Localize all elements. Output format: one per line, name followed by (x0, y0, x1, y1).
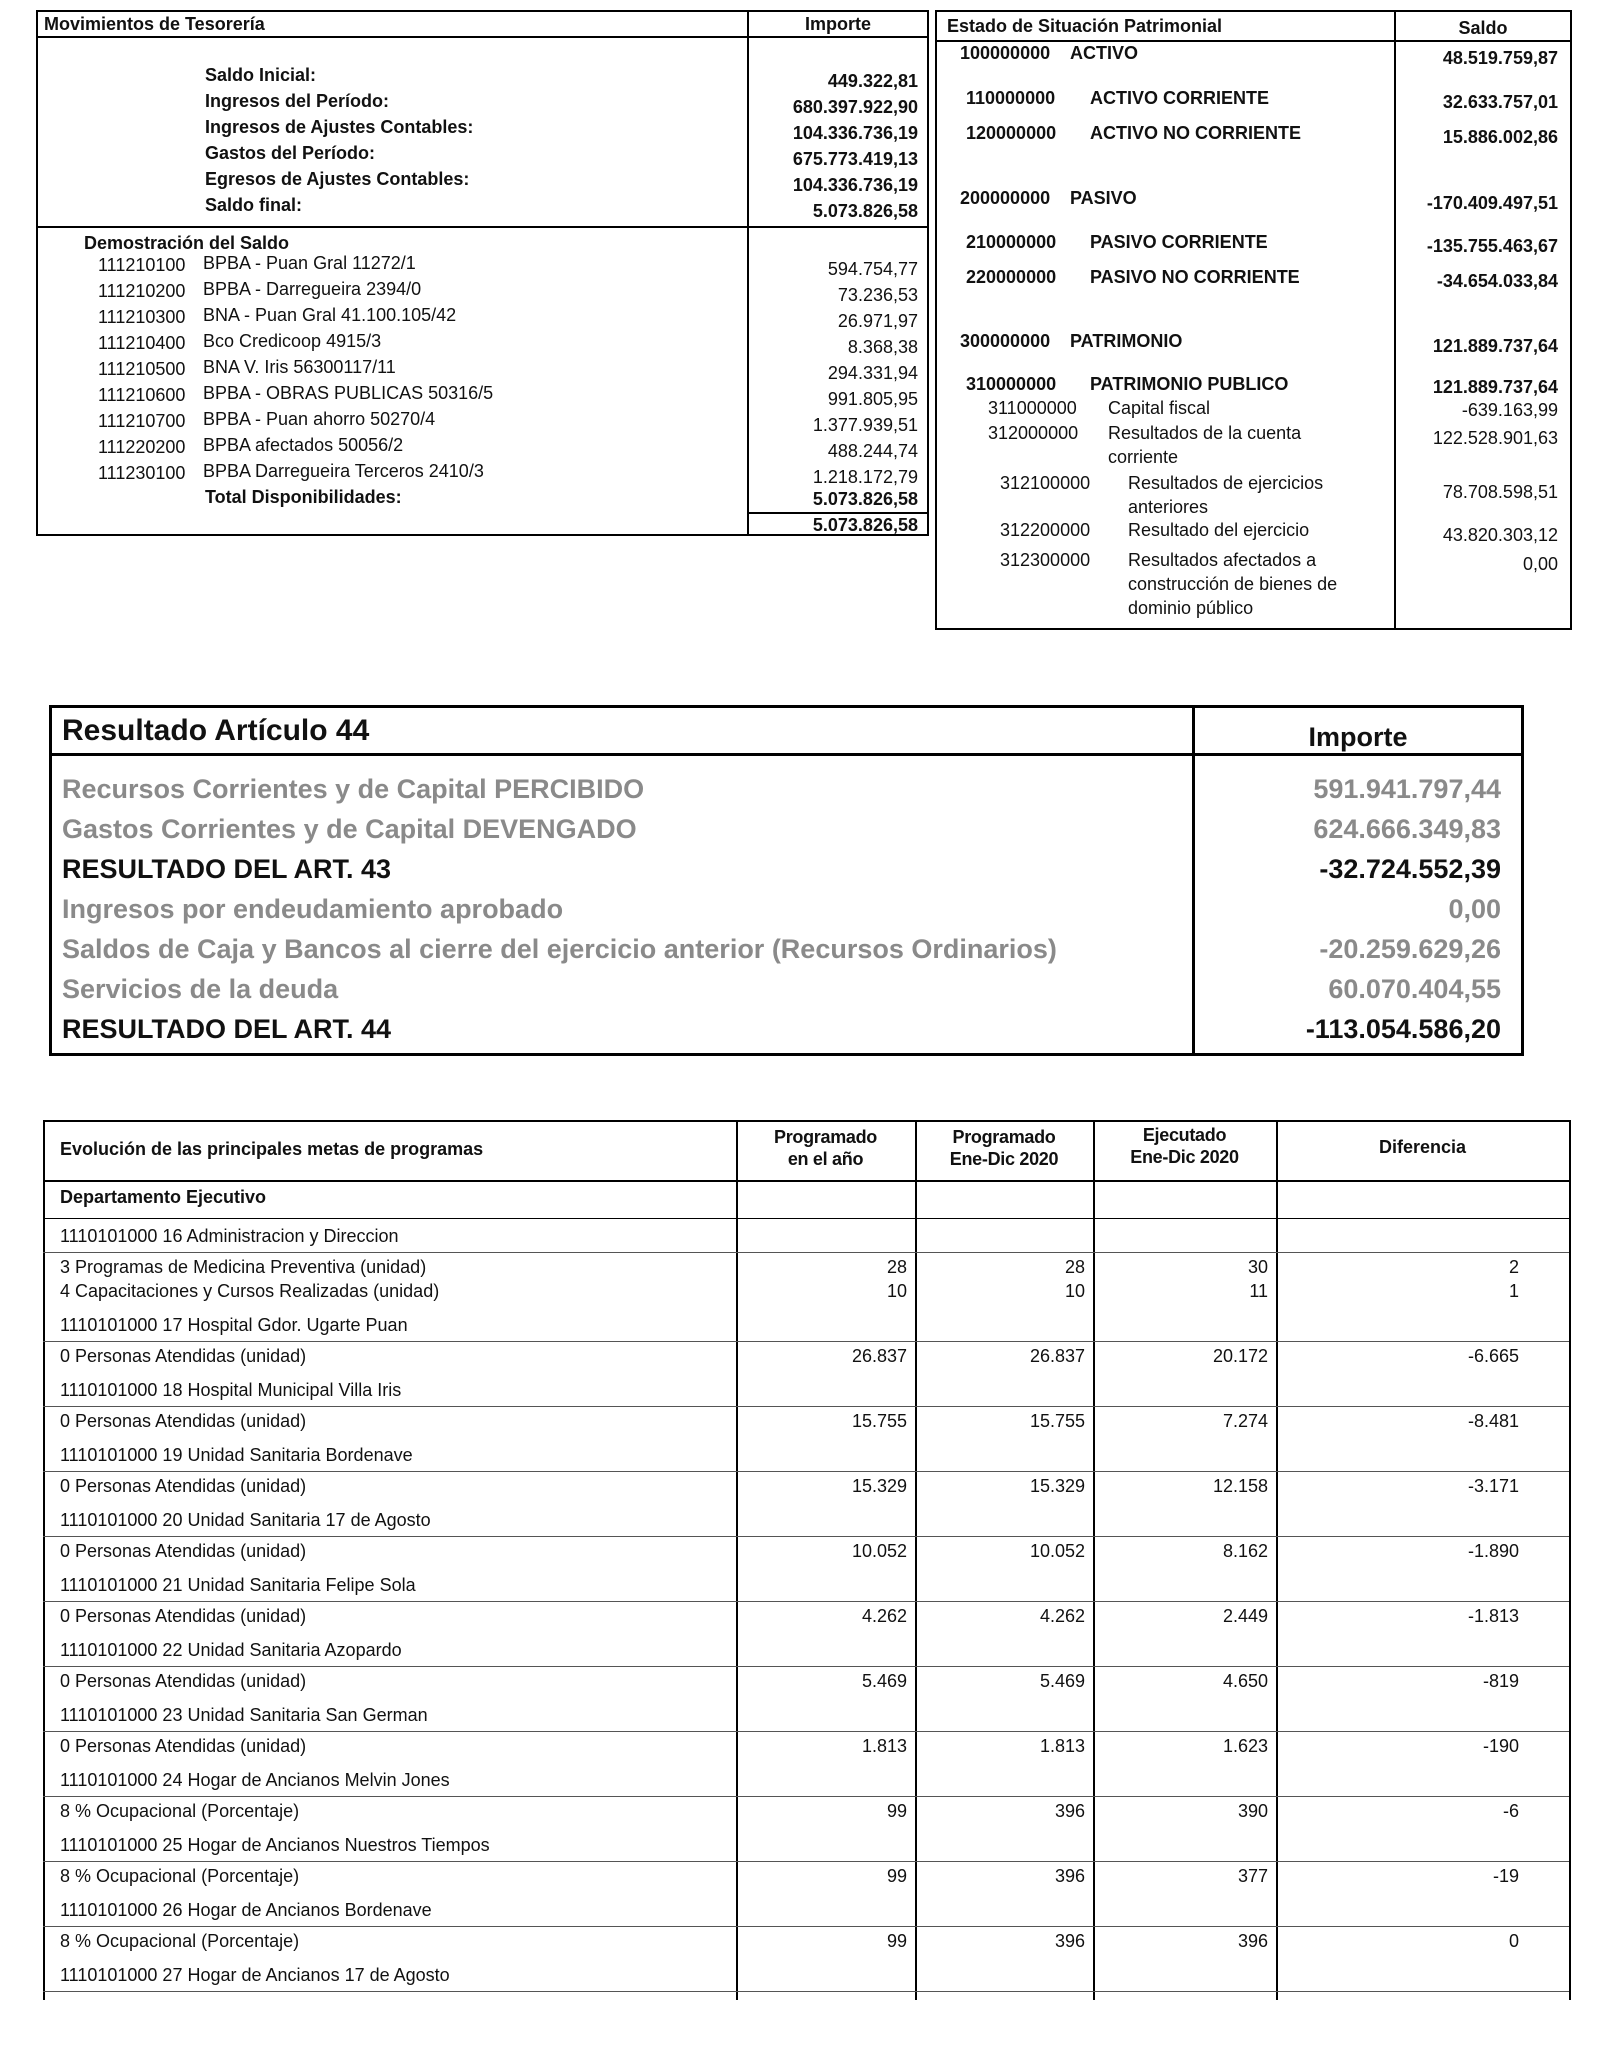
metric-diferencia: 2 (1508, 1257, 1519, 1277)
metric-row: 8 % Ocupacional (Porcentaje) (60, 1866, 300, 1886)
metric-value: 5.469 (861, 1671, 907, 1691)
program-row: 1110101000 18 Hospital Municipal Villa Iris (60, 1380, 402, 1400)
saldo-amount: 104.336.736,19 (792, 175, 918, 195)
metric-value: 15.755 (851, 1411, 907, 1431)
metric-value: 396 (1237, 1931, 1268, 1951)
art44-row-label: Saldos de Caja y Bancos al cierre del ejercicio anterior (Recursos Ordinarios) (62, 934, 1057, 964)
metric-row: 0 Personas Atendidas (unidad) (60, 1606, 307, 1626)
patrimonial-header-amount: Saldo (1458, 18, 1508, 38)
saldo-label: Saldo final: (205, 195, 303, 215)
account-code: 111210400 (98, 333, 186, 353)
account-code: 111230100 (98, 463, 186, 483)
patrimonial-amount: 43.820.303,12 (1442, 525, 1558, 545)
patrimonial-amount: 15.886.002,86 (1442, 127, 1558, 147)
program-row-rule (43, 1991, 1569, 1992)
patrimonial-name: Resultados de la cuenta (1108, 423, 1302, 443)
metas-right-border (1569, 1120, 1571, 2000)
account-amount: 294.331,94 (827, 363, 918, 383)
account-name: BPBA Darregueira Terceros 2410/3 (203, 461, 484, 481)
patrimonial-code: 210000000 (966, 232, 1057, 252)
program-row: 1110101000 26 Hogar de Ancianos Bordenave (60, 1900, 432, 1920)
metric-value: 8.162 (1222, 1541, 1268, 1561)
program-row: 1110101000 16 Administracion y Direccion (60, 1226, 399, 1246)
tesoreria-header-rule (36, 36, 929, 38)
metric-diferencia: -190 (1482, 1736, 1519, 1756)
program-row: 1110101000 17 Hospital Gdor. Ugarte Puan (60, 1315, 408, 1335)
art44-row-amount: 0,00 (1448, 894, 1501, 924)
metric-diferencia: 1 (1508, 1281, 1519, 1301)
art44-title: Resultado Artículo 44 (62, 714, 370, 747)
metric-row: 0 Personas Atendidas (unidad) (60, 1411, 307, 1431)
tesoreria-section-rule (36, 226, 929, 228)
account-name: BPBA afectados 50056/2 (203, 435, 404, 455)
metric-value: 1.813 (1039, 1736, 1085, 1756)
art44-row-label: RESULTADO DEL ART. 43 (62, 854, 392, 884)
metric-diferencia: -3.171 (1467, 1476, 1519, 1496)
program-row-rule (43, 1666, 1569, 1667)
program-row-rule (43, 1536, 1569, 1537)
metric-value: 396 (1054, 1801, 1085, 1821)
patrimonial-name: PASIVO CORRIENTE (1090, 232, 1268, 252)
metric-value: 99 (886, 1801, 907, 1821)
program-row: 1110101000 19 Unidad Sanitaria Bordenave (60, 1445, 413, 1465)
metric-row: 0 Personas Atendidas (unidad) (60, 1736, 307, 1756)
col-header-programado-anio-sub: en el año (787, 1149, 864, 1169)
metric-value: 28 (886, 1257, 907, 1277)
program-row: 1110101000 24 Hogar de Ancianos Melvin Jones (60, 1770, 450, 1790)
account-amount: 26.971,97 (837, 311, 918, 331)
metric-value: 11 (1249, 1281, 1268, 1301)
metric-value: 99 (886, 1931, 907, 1951)
metric-diferencia: 0 (1508, 1931, 1519, 1951)
metas-top-rule (43, 1120, 1569, 1122)
art44-row-amount: -113.054.586,20 (1305, 1014, 1501, 1044)
metric-diferencia: -1.813 (1467, 1606, 1519, 1626)
patrimonial-amount: 122.528.901,63 (1432, 428, 1558, 448)
patrimonial-header-label: Estado de Situación Patrimonial (947, 16, 1223, 36)
col-header-programado-enedic: Programado (952, 1127, 1056, 1147)
metric-value: 26.837 (1029, 1346, 1085, 1366)
art44-row-label: Servicios de la deuda (62, 974, 339, 1004)
patrimonial-amount: 48.519.759,87 (1442, 48, 1558, 68)
program-row-rule (43, 1796, 1569, 1797)
account-amount: 488.244,74 (827, 441, 918, 461)
metric-diferencia: -19 (1492, 1866, 1519, 1886)
account-amount: 8.368,38 (847, 337, 918, 357)
program-row-rule (43, 1252, 1569, 1253)
account-code: 111210500 (98, 359, 186, 379)
col-header-programado-anio: Programado (773, 1127, 878, 1147)
metric-diferencia: -819 (1482, 1671, 1519, 1691)
program-row: 1110101000 23 Unidad Sanitaria San German (60, 1705, 428, 1725)
account-code: 111210700 (98, 411, 186, 431)
patrimonial-name: dominio público (1128, 598, 1254, 618)
metric-value: 15.329 (851, 1476, 907, 1496)
patrimonial-name: construcción de bienes de (1128, 574, 1338, 594)
metric-row: 0 Personas Atendidas (unidad) (60, 1671, 307, 1691)
metric-diferencia: -1.890 (1467, 1541, 1519, 1561)
saldo-label: Gastos del Período: (205, 143, 376, 163)
metric-value: 15.329 (1029, 1476, 1085, 1496)
patrimonial-name: Resultados de ejercicios (1128, 473, 1324, 493)
metric-value: 377 (1237, 1866, 1268, 1886)
program-row: 1110101000 20 Unidad Sanitaria 17 de Agosto (60, 1510, 431, 1530)
saldo-label: Egresos de Ajustes Contables: (205, 169, 470, 189)
metric-row: 4 Capacitaciones y Cursos Realizadas (unidad) (60, 1281, 440, 1301)
art44-row-label: Ingresos por endeudamiento aprobado (62, 894, 564, 924)
account-name: BPBA - Puan ahorro 50270/4 (203, 409, 436, 429)
tesoreria-col-divider (747, 10, 749, 536)
program-row-rule (43, 1926, 1569, 1927)
patrimonial-code: 311000000 (988, 398, 1077, 418)
art44-amount-header: Importe (1308, 722, 1408, 752)
metas-section: Departamento Ejecutivo (60, 1187, 267, 1207)
metric-value: 7.274 (1222, 1411, 1268, 1431)
art44-row-amount: 624.666.349,83 (1313, 814, 1501, 844)
metric-diferencia: -6 (1502, 1801, 1519, 1821)
account-name: BPBA - Puan Gral 11272/1 (203, 253, 416, 273)
patrimonial-code: 200000000 (960, 188, 1051, 208)
metric-value: 390 (1237, 1801, 1268, 1821)
patrimonial-amount: 121.889.737,64 (1432, 377, 1558, 397)
patrimonial-code: 110000000 (966, 88, 1056, 108)
col-header-programado-enedic-sub: Ene-Dic 2020 (949, 1149, 1059, 1169)
metric-row: 8 % Ocupacional (Porcentaje) (60, 1801, 300, 1821)
patrimonial-code: 312300000 (1000, 550, 1091, 570)
patrimonial-code: 120000000 (966, 123, 1057, 143)
metric-row: 0 Personas Atendidas (unidad) (60, 1541, 307, 1561)
art44-row-amount: 60.070.404,55 (1328, 974, 1501, 1004)
metric-value: 10 (886, 1281, 907, 1301)
art44-row-amount: 591.941.797,44 (1313, 774, 1501, 804)
patrimonial-code: 312000000 (988, 423, 1079, 443)
metas-title: Evolución de las principales metas de programas (60, 1139, 484, 1159)
patrimonial-name: PASIVO NO CORRIENTE (1090, 267, 1300, 287)
patrimonial-code: 310000000 (966, 374, 1057, 394)
patrimonial-code: 300000000 (960, 331, 1051, 351)
metric-row: 8 % Ocupacional (Porcentaje) (60, 1931, 300, 1951)
patrimonial-code: 100000000 (960, 43, 1051, 63)
account-name: BNA - Puan Gral 41.100.105/42 (203, 305, 457, 325)
patrimonial-name: Resultado del ejercicio (1128, 520, 1310, 540)
col-header-ejecutado: Ejecutado (1142, 1125, 1227, 1145)
metric-value: 5.469 (1039, 1671, 1085, 1691)
account-amount: 594.754,77 (827, 259, 918, 279)
metric-value: 10.052 (851, 1541, 907, 1561)
account-name: BPBA - Darregueira 2394/0 (203, 279, 422, 299)
art44-row-amount: -32.724.552,39 (1319, 854, 1501, 884)
patrimonial-col-divider (1394, 10, 1396, 630)
account-code: 111210300 (98, 307, 186, 327)
saldo-label: Saldo Inicial: (205, 65, 317, 85)
patrimonial-name: corriente (1108, 447, 1179, 467)
saldo-amount: 5.073.826,58 (812, 201, 918, 221)
patrimonial-name: PATRIMONIO PUBLICO (1090, 374, 1289, 394)
metric-value: 26.837 (851, 1346, 907, 1366)
metric-value: 30 (1247, 1257, 1268, 1277)
saldo-amount: 680.397.922,90 (792, 97, 918, 117)
account-amount: 1.377.939,51 (812, 415, 918, 435)
metric-value: 4.262 (1039, 1606, 1085, 1626)
metric-value: 20.172 (1212, 1346, 1268, 1366)
metric-row: 3 Programas de Medicina Preventiva (unidad) (60, 1257, 427, 1277)
account-code: 111210600 (98, 385, 186, 405)
patrimonial-name: ACTIVO CORRIENTE (1090, 88, 1270, 108)
program-row: 1110101000 27 Hogar de Ancianos 17 de Agosto (60, 1965, 450, 1985)
patrimonial-amount: 78.708.598,51 (1442, 482, 1558, 502)
metric-value: 4.262 (861, 1606, 907, 1626)
metric-diferencia: -6.665 (1467, 1346, 1519, 1366)
col-header-ejecutado-sub: Ene-Dic 2020 (1130, 1147, 1239, 1167)
program-row-rule (43, 1406, 1569, 1407)
account-amount: 73.236,53 (837, 285, 918, 305)
patrimonial-name: Capital fiscal (1108, 398, 1211, 418)
metric-value: 396 (1054, 1931, 1085, 1951)
metas-section-rule (43, 1218, 1569, 1219)
patrimonial-code: 312200000 (1000, 520, 1091, 540)
account-name: BNA V. Iris 56300117/11 (203, 357, 396, 377)
total-amount-2: 5.073.826,58 (812, 515, 918, 535)
metric-value: 10.052 (1029, 1541, 1085, 1561)
metric-value: 4.650 (1222, 1671, 1268, 1691)
art44-row-label: RESULTADO DEL ART. 44 (62, 1014, 392, 1044)
metric-value: 28 (1064, 1257, 1085, 1277)
art44-row-label: Gastos Corrientes y de Capital DEVENGADO (62, 814, 637, 844)
patrimonial-amount: -135.755.463,67 (1426, 236, 1558, 256)
account-amount: 1.218.172,79 (812, 467, 918, 487)
art44-row-label: Recursos Corrientes y de Capital PERCIBIDO (62, 774, 645, 804)
patrimonial-amount: 121.889.737,64 (1432, 336, 1558, 356)
patrimonial-name: anteriores (1128, 497, 1209, 517)
patrimonial-name: PASIVO (1070, 188, 1137, 208)
tesoreria-header-amount: Importe (804, 14, 871, 34)
account-name: BPBA - OBRAS PUBLICAS 50316/5 (203, 383, 494, 403)
program-row-rule (43, 1861, 1569, 1862)
patrimonial-name: PATRIMONIO (1070, 331, 1183, 351)
demo-title: Demostración del Saldo (84, 233, 290, 253)
account-code: 111210200 (98, 281, 186, 301)
patrimonial-amount: 0,00 (1522, 554, 1558, 574)
metric-value: 2.449 (1222, 1606, 1268, 1626)
metric-value: 1.623 (1222, 1736, 1268, 1756)
metric-value: 1.813 (861, 1736, 907, 1756)
metric-value: 15.755 (1029, 1411, 1085, 1431)
patrimonial-name: ACTIVO NO CORRIENTE (1090, 123, 1302, 143)
saldo-label: Ingresos de Ajustes Contables: (205, 117, 474, 137)
patrimonial-amount: -34.654.033,84 (1436, 271, 1558, 291)
program-row: 1110101000 25 Hogar de Ancianos Nuestros Tiempos (60, 1835, 490, 1855)
metric-value: 10 (1064, 1281, 1085, 1301)
metric-value: 99 (886, 1866, 907, 1886)
metric-diferencia: -8.481 (1467, 1411, 1519, 1431)
program-row: 1110101000 22 Unidad Sanitaria Azopardo (60, 1640, 402, 1660)
program-row: 1110101000 21 Unidad Sanitaria Felipe Sola (60, 1575, 416, 1595)
patrimonial-code: 220000000 (966, 267, 1057, 287)
program-row-rule (43, 1731, 1569, 1732)
tesoreria-header-label: Movimientos de Tesorería (44, 14, 265, 34)
metric-row: 0 Personas Atendidas (unidad) (60, 1476, 307, 1496)
metric-row: 0 Personas Atendidas (unidad) (60, 1346, 307, 1366)
patrimonial-amount: -170.409.497,51 (1426, 193, 1558, 213)
patrimonial-amount: -639.163,99 (1461, 400, 1558, 420)
metas-header-rule (43, 1180, 1569, 1182)
saldo-amount: 449.322,81 (827, 71, 918, 91)
patrimonial-code: 312100000 (1000, 473, 1091, 493)
saldo-amount: 675.773.419,13 (792, 149, 918, 169)
col-header-diferencia: Diferencia (1378, 1137, 1467, 1157)
patrimonial-name: Resultados afectados a (1128, 550, 1317, 570)
account-code: 111220200 (98, 437, 186, 457)
account-name: Bco Credicoop 4915/3 (203, 331, 382, 351)
total-amount: 5.073.826,58 (812, 489, 918, 509)
account-code: 111210100 (98, 255, 186, 275)
art44-row-amount: -20.259.629,26 (1319, 934, 1501, 964)
patrimonial-amount: 32.633.757,01 (1442, 92, 1558, 112)
program-row-rule (43, 1341, 1569, 1342)
total-label: Total Disponibilidades: (205, 487, 402, 507)
metric-value: 12.158 (1212, 1476, 1268, 1496)
program-row-rule (43, 1471, 1569, 1472)
saldo-label: Ingresos del Período: (205, 91, 390, 111)
saldo-amount: 104.336.736,19 (792, 123, 918, 143)
patrimonial-name: ACTIVO (1070, 43, 1139, 63)
program-row-rule (43, 1601, 1569, 1602)
account-amount: 991.805,95 (827, 389, 918, 409)
metric-value: 396 (1054, 1866, 1085, 1886)
